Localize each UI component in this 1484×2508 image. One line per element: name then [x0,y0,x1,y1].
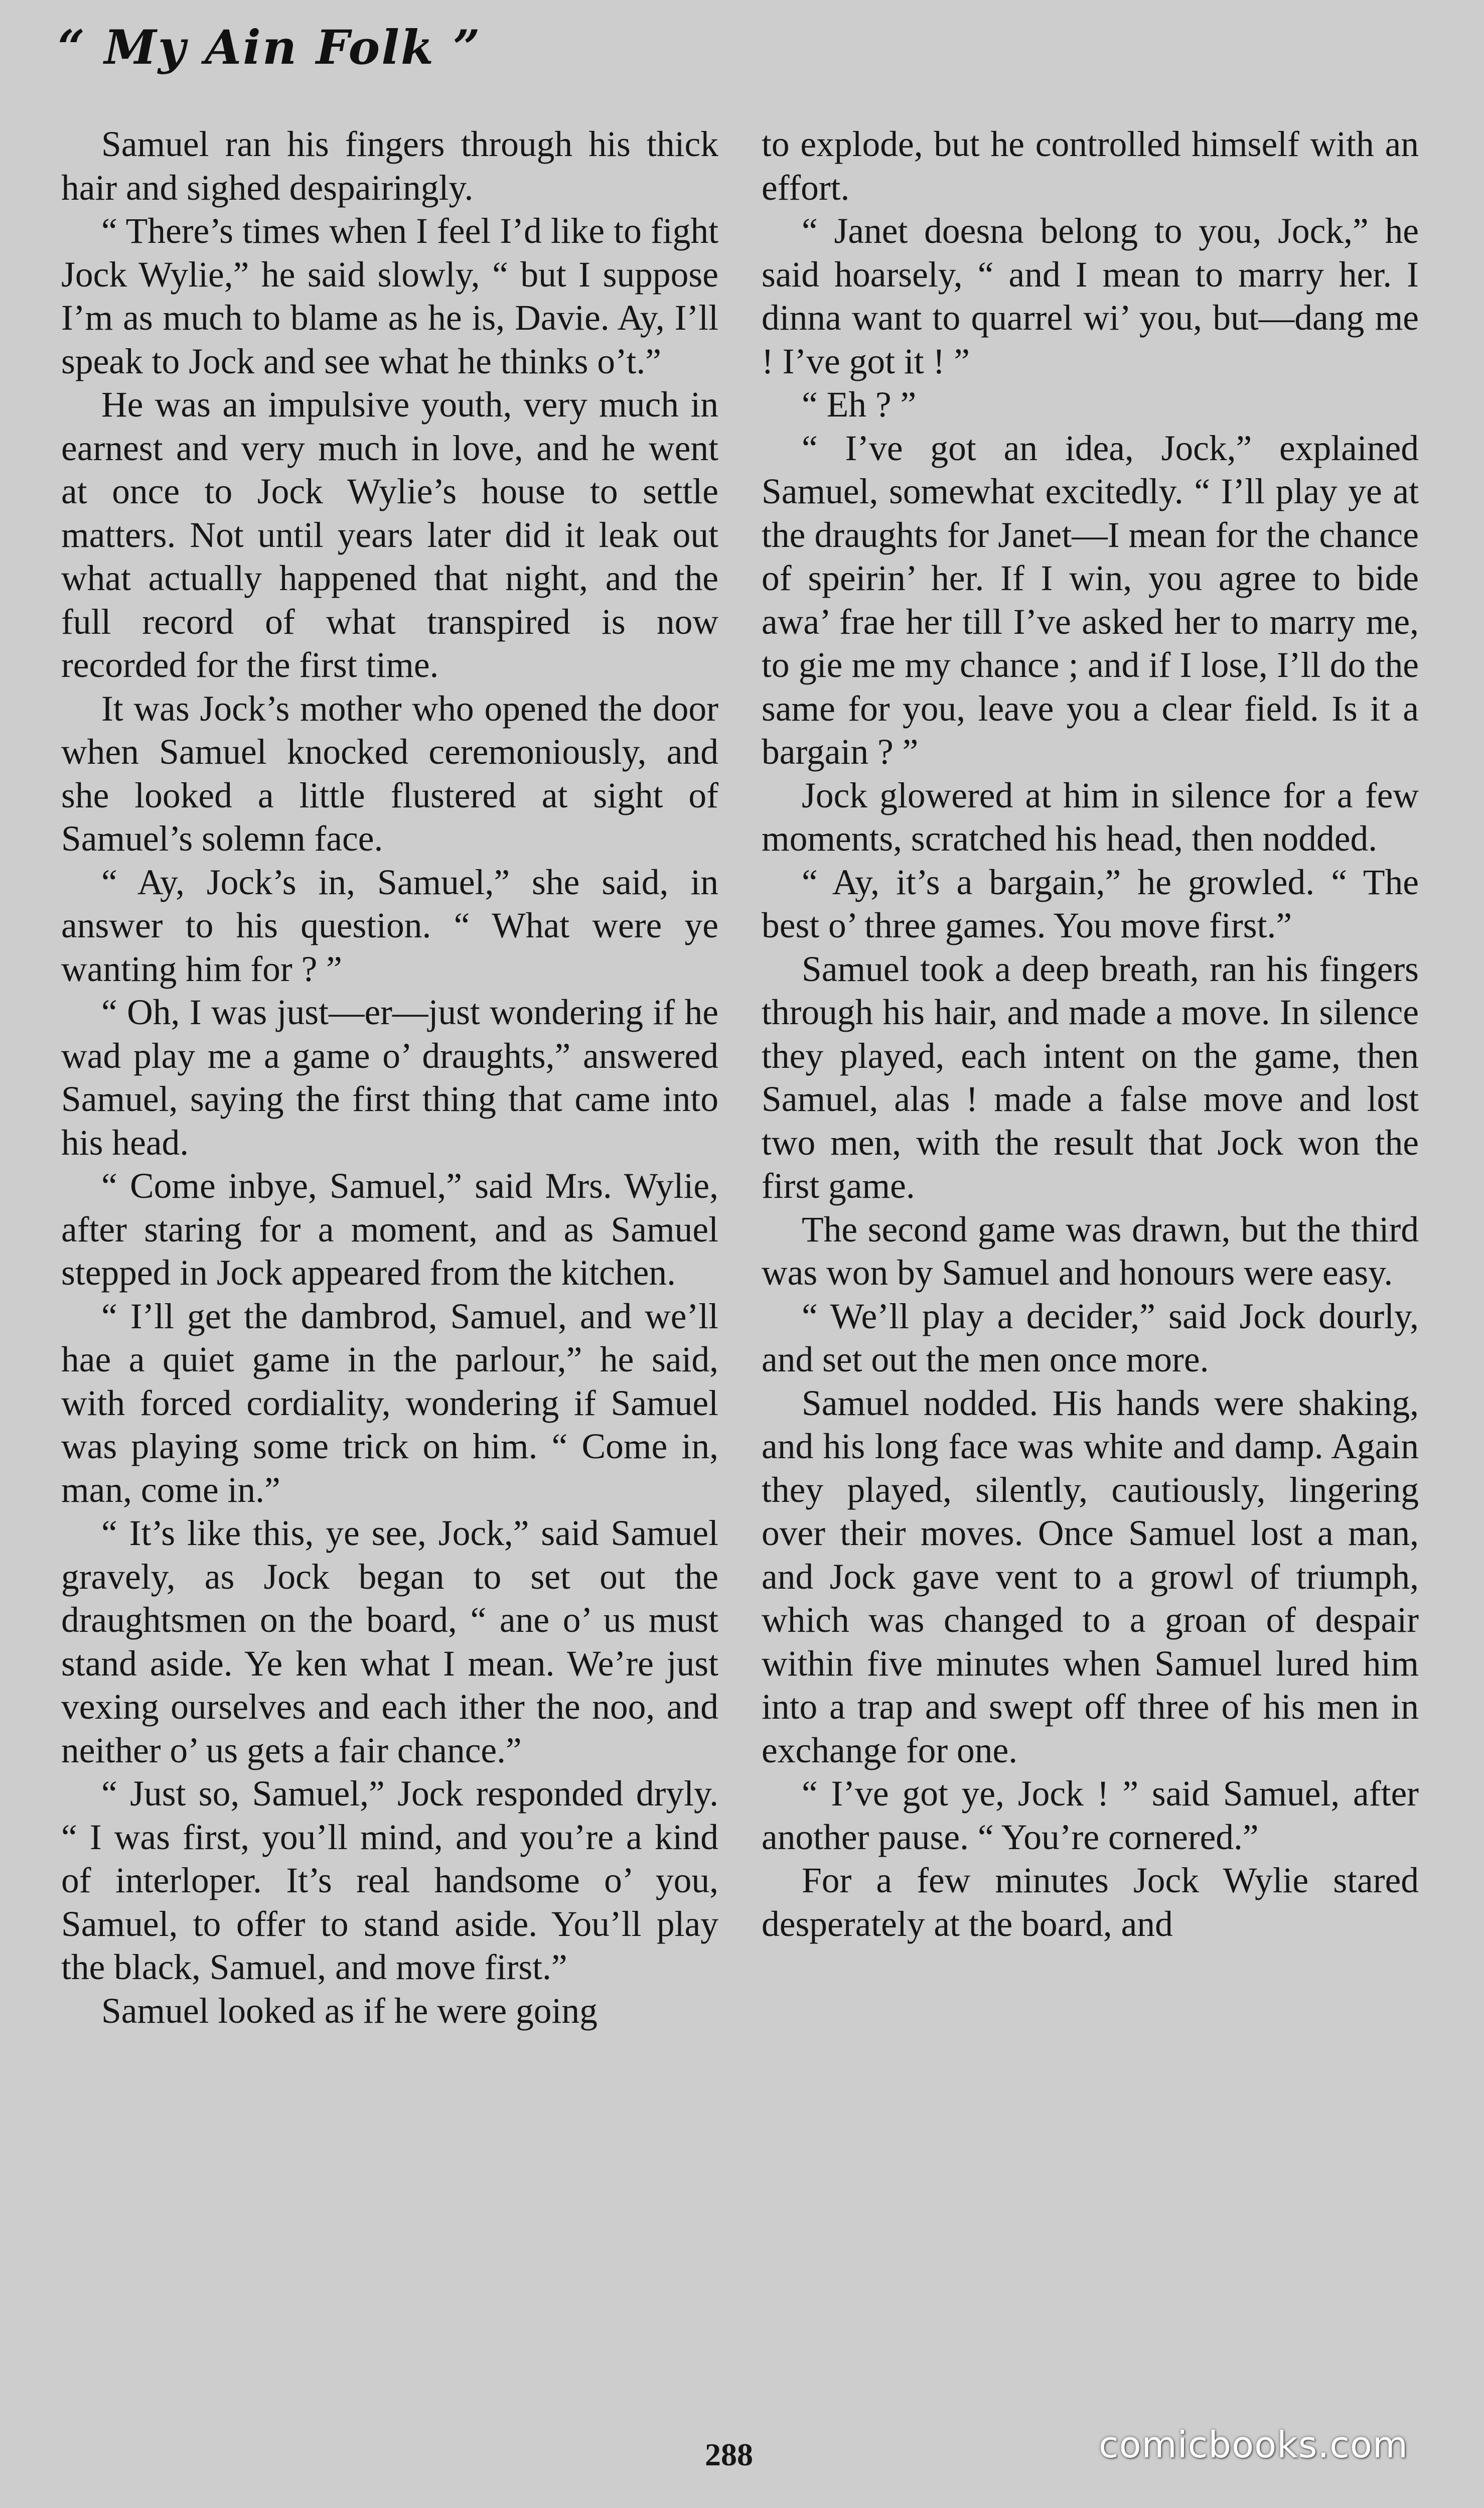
paragraph: Samuel ran his fingers through his thick hair and sighed despairingly. [61,124,718,208]
page-number: 288 [705,2437,753,2472]
paragraph: Samuel looked as if he were going [101,1991,598,2031]
paragraph: “ Come inbye, Samuel,” said Mrs. Wylie, after staring for a moment, and as Samuel stepped in Jock appeared from the kitchen. [61,1166,718,1293]
paragraph: For a few minutes Jock Wylie stared desperately at the board, and [762,1861,1419,1944]
paragraph: “ Janet doesna belong to you, Jock,” he said hoarsely, “ and I mean to marry her. I dinna want to quarrel wi’ you, but—dang me ! I’ve got it ! ” [762,211,1419,381]
paragraph: “ We’ll play a decider,” said Jock dourly, and set out the men once more. [762,1296,1419,1379]
paragraph: “ Ay, Jock’s in, Samuel,” she said, in answer to his question. “ What were ye wanting him for ? ” [61,862,718,989]
right-column [762,123,1419,1946]
paragraph: “ Just so, Samuel,” Jock responded dryly. “ I was first, you’ll mind, and you’re a kind of interloper. It’s real handsome o’ you, Samuel, to offer to stand aside. You’ll play the black, Samuel, and move first.” [61,1774,718,1987]
paragraph: “ It’s like this, ye see, Jock,” said Samuel gravely, as Jock began to set out the draughtsmen on the board, “ ane o’ us must stand aside. Ye ken what I mean. We’re just vexing ourselves and each ither the noo, and neither o’ us gets a fair chance.” [61,1513,718,1770]
paragraph: Samuel nodded. His hands were shaking, and his long face was white and damp. Again they played, silently, cautiously, lingering over their moves. Once Samuel lost a man, and Jock gave vent to a growl of triumph, which was changed to a groan of despair within five minutes when Samuel lured him into a trap and swept off three of his men in exchange for one. [762,1383,1419,1770]
paragraph: “ Eh ? ” [802,385,917,425]
paragraph: “ Ay, it’s a bargain,” he growled. “ The best o’ three games. You move first.” [762,862,1419,945]
paragraph: “ I’ll get the dambrod, Samuel, and we’ll hae a quiet game in the parlour,” he said, with forced cordiality, wondering if Samuel was playing some trick on him. “ Come in, man, come in.” [61,1296,718,1510]
paragraph: “ I’ve got an idea, Jock,” explained Samuel, somewhat excitedly. “ I’ll play ye at the draughts for Janet—I mean for the chance of speirin’ her. If I win, you agree to bide awa’ frae her till I’ve asked her to marry me, to gie me my chance ; and if I lose, I’ll do the same for you, leave you a clear field. Is it a bargain ? ” [762,428,1419,772]
watermark: comicbooks.com [1099,2424,1409,2466]
paragraph: He was an impulsive youth, very much in earnest and very much in love, and he went at once to Jock Wylie’s house to settle matters. Not until years later did it leak out what actually happened that night, and the full record of what transpired is now recorded for the first time. [61,385,718,685]
paragraph: It was Jock’s mother who opened the door when Samuel knocked ceremoniously, and she looked a little flustered at sight of Samuel’s solemn face. [61,688,718,859]
paragraph: “ I’ve got ye, Jock ! ” said Samuel, after another pause. “ You’re cornered.” [762,1774,1419,1857]
running-header-title: “ My Ain Folk ” [58,20,482,75]
paragraph: Samuel took a deep breath, ran his fingers through his hair, and made a move. In silence they played, each intent on the game, then Samuel, alas ! made a false move and lost two men, with the result that Jock won the first game. [762,949,1419,1206]
paragraph: “ Oh, I was just—er—just wondering if he wad play me a game o’ draughts,” answered Samuel, saying the first thing that came into his head. [61,993,718,1163]
paragraph-continuation: to explode, but he controlled himself with an effort. [762,124,1419,208]
paragraph: The second game was drawn, but the third was won by Samuel and honours were easy. [762,1209,1419,1293]
paragraph: Jock glowered at him in silence for a few moments, scratched his head, then nodded. [762,775,1419,859]
left-column [61,123,718,2033]
paragraph: “ There’s times when I feel I’d like to fight Jock Wylie,” he said slowly, “ but I suppose I’m as much to blame as he is, Davie. Ay, I’ll speak to Jock and see what he thinks o’t.” [61,211,718,381]
